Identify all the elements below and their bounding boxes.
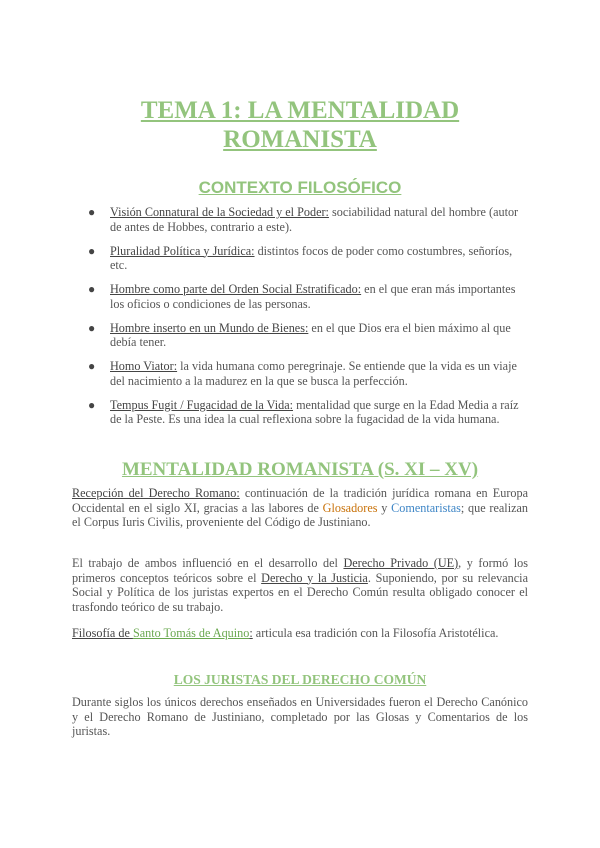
bullet-icon: ● — [88, 243, 96, 258]
item-term: Tempus Fugit / Fugacidad de la Vida: — [110, 397, 294, 412]
glosadores-term: Glosadores — [322, 500, 378, 515]
list-item — [86, 205, 528, 234]
filosofia-term: Filosofía de — [72, 626, 133, 640]
bullet-icon: ● — [88, 397, 96, 412]
paragraph-juristas: Durante siglos los únicos derechos enseñados en Universidades fueron el Derecho Canónico y el Derecho Romano de Justiniano, completado por las Glosas y Comentarios de los juristas. — [72, 695, 528, 738]
paragraph-trabajo — [72, 556, 528, 614]
item-term: Hombre inserto en un Mundo de Bienes: — [110, 320, 309, 335]
santo-tomas-term: Santo Tomás de Aquino — [132, 626, 250, 640]
item-text: en el que Dios era el bien máximo al que debía tener. — [110, 320, 511, 349]
trabajo-text-a: El trabajo de ambos influenció en el desarrollo del — [72, 556, 344, 570]
item-text: mentalidad que surge en la Edad Media a raíz de la Peste. Es una idea la cual reflexiona sobre la fugacidad de la vida humana. — [110, 397, 519, 426]
list-item — [86, 282, 528, 311]
heading-mentalidad-romanista: MENTALIDAD ROMANISTA (S. XI – XV) — [121, 459, 479, 480]
paragraph-filosofia — [72, 626, 528, 641]
item-text: en el que eran más importantes los oficios o condiciones de las personas. — [110, 282, 516, 311]
list-item — [86, 321, 528, 350]
item-term: Visión Connatural de la Sociedad y el Poder: — [110, 205, 329, 219]
page-title — [0, 96, 600, 154]
item-term: Hombre como parte del Orden Social Estratificado: — [110, 282, 362, 296]
contexto-bullet-list — [86, 205, 528, 436]
item-text: la vida humana como peregrinaje. Se entiende que la vida es un viaje del nacimiento a la madurez en la que se busca la perfección. — [110, 359, 517, 388]
trabajo-text-b: , y formó los primeros conceptos teóricos sobre el — [72, 556, 528, 585]
recepcion-text-b: y — [377, 500, 392, 515]
list-item — [86, 244, 528, 273]
bullet-icon: ● — [88, 320, 96, 335]
heading-juristas: LOS JURISTAS DEL DERECHO COMÚN — [173, 672, 427, 687]
comentaristas-term: Comentaristas — [391, 500, 461, 515]
trabajo-text-c: . Suponiendo, por su relevancia Social y Política de los juristas expertos en el Derecho Común resulta obligado conocer el trasfondo teórico de su trabajo. — [72, 570, 528, 614]
recepcion-term: Recepción del Derecho Romano: — [72, 486, 240, 500]
list-item — [86, 359, 528, 388]
derecho-justicia-term: Derecho y la Justicia — [261, 570, 368, 585]
bullet-icon: ● — [88, 205, 96, 219]
heading-contexto-filosofico: CONTEXTO FILOSÓFICO — [198, 178, 402, 197]
bullet-icon: ● — [88, 359, 96, 373]
title-line-1: TEMA 1: LA MENTALIDAD — [140, 97, 460, 124]
bullet-icon: ● — [88, 282, 96, 296]
item-text: sociabilidad natural del hombre (autor de antes de Hobbes, contrario a este). — [110, 205, 519, 234]
filosofia-text: articula esa tradición con la Filosofía Aristotélica. — [252, 626, 499, 640]
recepcion-text-c: ; que realizan el Corpus Iuris Civilis, proveniente del Código de Justiniano. — [72, 500, 528, 529]
title-line-2: ROMANISTA — [223, 126, 377, 153]
derecho-privado-term: Derecho Privado (UE) — [343, 556, 459, 570]
item-term: Homo Viator: — [110, 359, 178, 373]
item-text: distintos focos de poder como costumbres, señoríos, etc. — [110, 243, 513, 272]
recepcion-text-a: continuación de la tradición jurídica romana en Europa Occidental en el siglo XI, gracias a las labores de — [72, 486, 528, 515]
filosofia-colon: : — [249, 626, 253, 640]
item-term: Pluralidad Política y Jurídica: — [110, 243, 255, 258]
paragraph-recepcion — [72, 486, 528, 530]
list-item — [86, 398, 528, 427]
